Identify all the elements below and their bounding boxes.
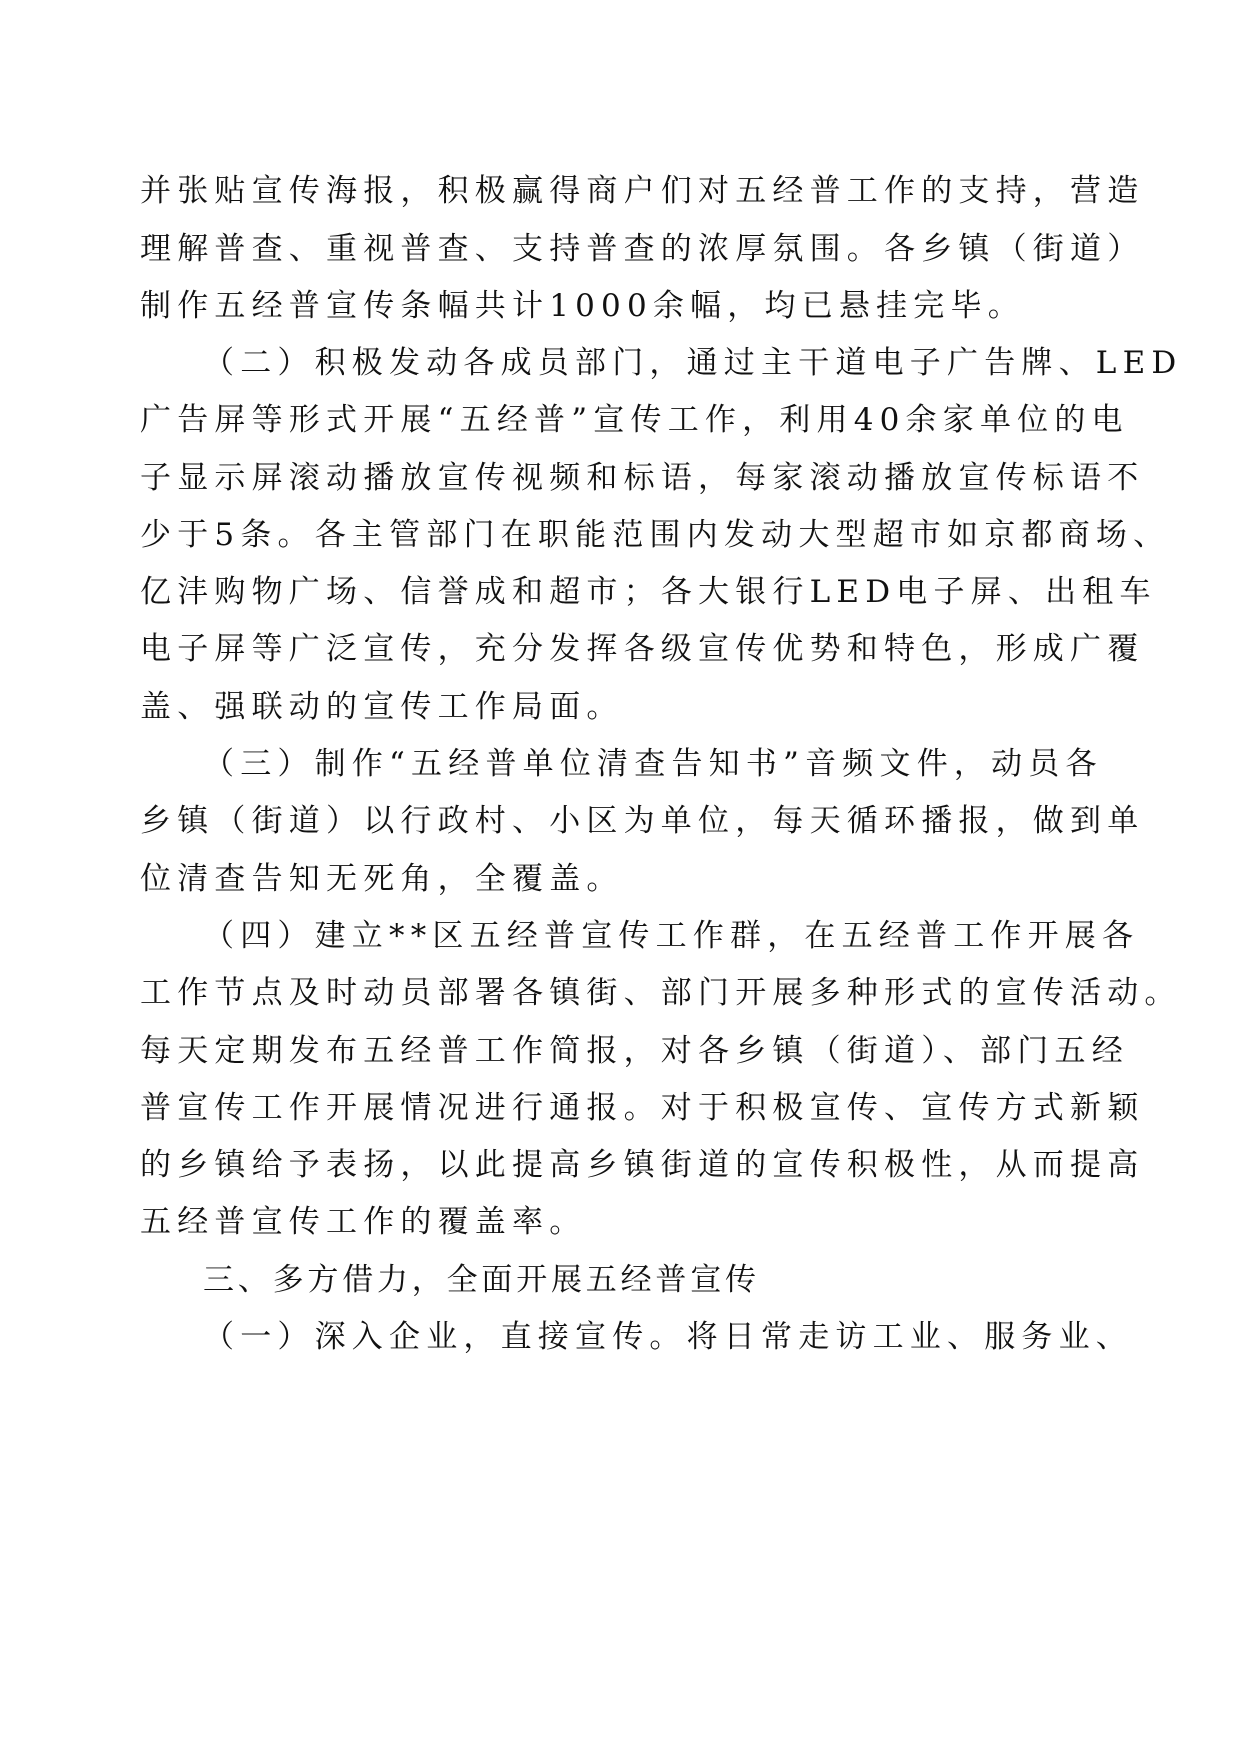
paragraph-line: （三）制作“五经普单位清查告知书”音频文件，动员各 — [203, 746, 1103, 782]
paragraph-line: 工作节点及时动员部署各镇街、部门开展多种形式的宣传活动。 — [140, 975, 1182, 1011]
paragraph-line: 盖、强联动的宣传工作局面。 — [140, 689, 624, 725]
paragraph-line: 每天定期发布五经普工作简报，对各乡镇（街道）、部门五经 — [140, 1033, 1129, 1069]
paragraph-line: 普宣传工作开展情况进行通报。对于积极宣传、宣传方式新颖 — [140, 1090, 1145, 1126]
section-heading: 三、多方借力，全面开展五经普宣传 — [203, 1262, 760, 1298]
paragraph-line: 位清查告知无死角，全覆盖。 — [140, 861, 624, 897]
paragraph-line: 理解普查、重视普查、支持普查的浓厚氛围。各乡镇（街道） — [140, 231, 1145, 267]
paragraph-line: 少于5条。各主管部门在职能范围内发动大型超市如京都商场、 — [140, 517, 1171, 553]
paragraph-line: （一）深入企业，直接宣传。将日常走访工业、服务业、 — [203, 1319, 1133, 1355]
paragraph-line: 亿沣购物广场、信誉成和超市；各大银行LED电子屏、出租车 — [140, 574, 1157, 610]
paragraph-line: 的乡镇给予表扬，以此提高乡镇街道的宣传积极性，从而提高 — [140, 1147, 1145, 1183]
paragraph-line: 电子屏等广泛宣传，充分发挥各级宣传优势和特色，形成广覆 — [140, 631, 1145, 667]
paragraph-line: 制作五经普宣传条幅共计1000余幅，均已悬挂完毕。 — [140, 288, 1025, 324]
paragraph-line: 乡镇（街道）以行政村、小区为单位，每天循环播报，做到单 — [140, 803, 1145, 839]
paragraph-line: 并张贴宣传海报，积极赢得商户们对五经普工作的支持，营造 — [140, 173, 1145, 209]
paragraph-line: 子显示屏滚动播放宣传视频和标语，每家滚动播放宣传标语不 — [140, 460, 1145, 496]
paragraph-line: 五经普宣传工作的覆盖率。 — [140, 1204, 587, 1240]
paragraph-line: 广告屏等形式开展“五经普”宣传工作，利用40余家单位的电 — [140, 402, 1129, 438]
paragraph-line: （四）建立**区五经普宣传工作群，在五经普工作开展各 — [203, 918, 1140, 954]
paragraph-line: （二）积极发动各成员部门，通过主干道电子广告牌、LED — [203, 345, 1183, 381]
